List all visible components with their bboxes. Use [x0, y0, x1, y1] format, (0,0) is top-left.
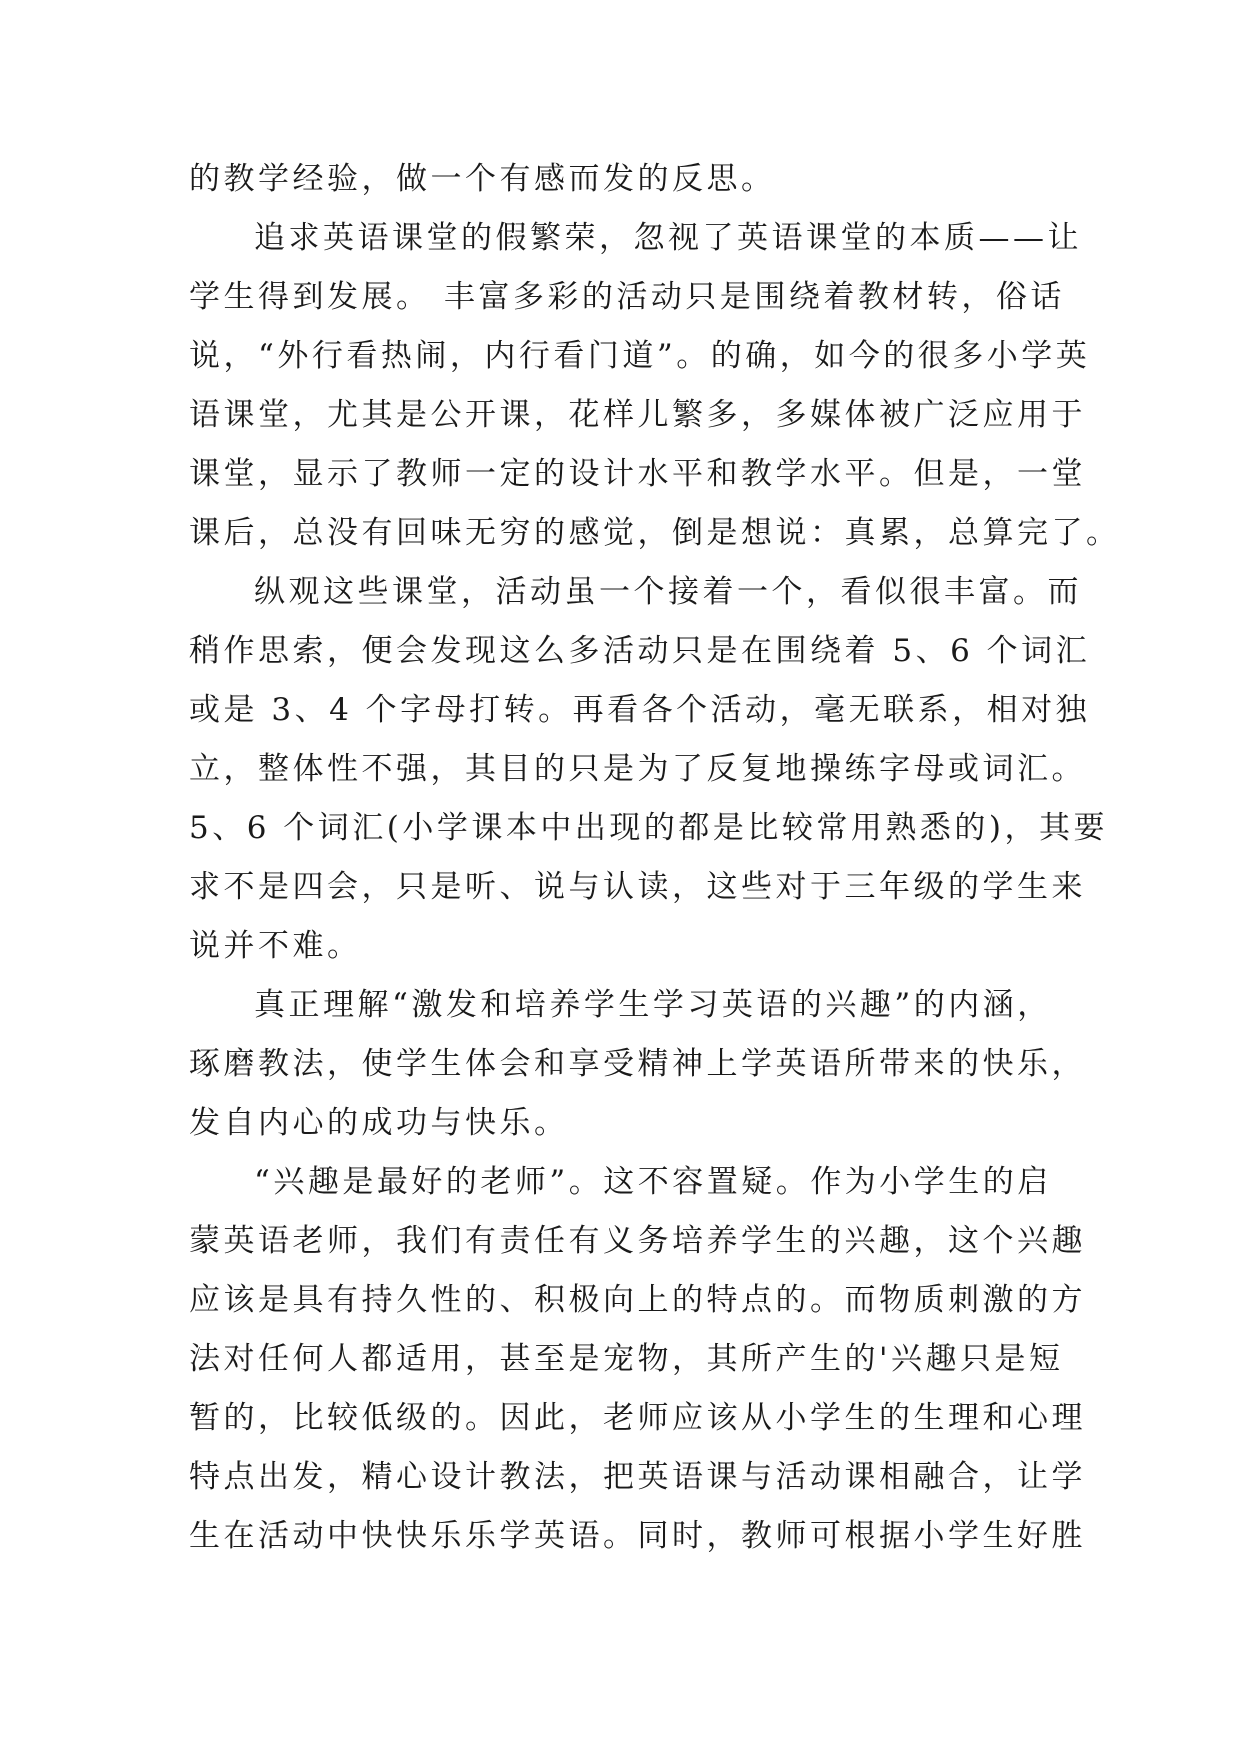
text-line: 说，“外行看热闹，内行看门道”。的确，如今的很多小学英 [189, 338, 1091, 374]
paragraph-start-line: 纵观这些课堂，活动虽一个接着一个，看似很丰富。而 [254, 574, 1082, 610]
paragraph-start-line: 真正理解“激发和培养学生学习英语的兴趣”的内涵， [254, 987, 1052, 1023]
text-line: 发自内心的成功与快乐。 [189, 1105, 569, 1141]
text-line: 法对任何人都适用，甚至是宠物，其所产生的'兴趣只是短 [189, 1341, 1064, 1377]
text-line: 蒙英语老师，我们有责任有义务培养学生的兴趣，这个兴趣 [189, 1223, 1086, 1259]
text-line: 课后，总没有回味无穷的感觉，倒是想说：真累，总算完了。 [189, 515, 1121, 551]
text-line: 学生得到发展。 丰富多彩的活动只是围绕着教材转，俗话 [189, 279, 1065, 315]
paragraph-start-line: “兴趣是最好的老师”。这不容置疑。作为小学生的启 [254, 1164, 1052, 1200]
text-line: 特点出发，精心设计教法，把英语课与活动课相融合，让学 [189, 1459, 1086, 1495]
text-line: 立，整体性不强，其目的只是为了反复地操练字母或词汇。 [189, 751, 1086, 787]
text-line: 暂的，比较低级的。因此，老师应该从小学生的生理和心理 [189, 1400, 1086, 1436]
text-line: 生在活动中快快乐乐学英语。同时，教师可根据小学生好胜 [189, 1518, 1086, 1554]
body-text [189, 150, 1121, 1566]
text-line: 稍作思索，便会发现这么多活动只是在围绕着 5、6 个词汇 [189, 633, 1091, 669]
text-line: 求不是四会，只是听、说与认读，这些对于三年级的学生来 [189, 869, 1086, 905]
text-line: 的教学经验，做一个有感而发的反思。 [189, 161, 776, 197]
text-line: 5、6 个词汇(小学课本中出现的都是比较常用熟悉的)，其要 [189, 810, 1108, 846]
text-line: 或是 3、4 个字母打转。再看各个活动，毫无联系，相对独 [189, 692, 1091, 728]
text-line: 课堂，显示了教师一定的设计水平和教学水平。但是，一堂 [189, 456, 1086, 492]
text-line: 说并不难。 [189, 928, 362, 964]
paragraph-start-line: 追求英语课堂的假繁荣，忽视了英语课堂的本质——让 [254, 220, 1082, 256]
text-line: 琢磨教法，使学生体会和享受精神上学英语所带来的快乐， [189, 1046, 1086, 1082]
text-line: 应该是具有持久性的、积极向上的特点的。而物质刺激的方 [189, 1282, 1086, 1318]
text-line: 语课堂，尤其是公开课，花样儿繁多，多媒体被广泛应用于 [189, 397, 1086, 433]
